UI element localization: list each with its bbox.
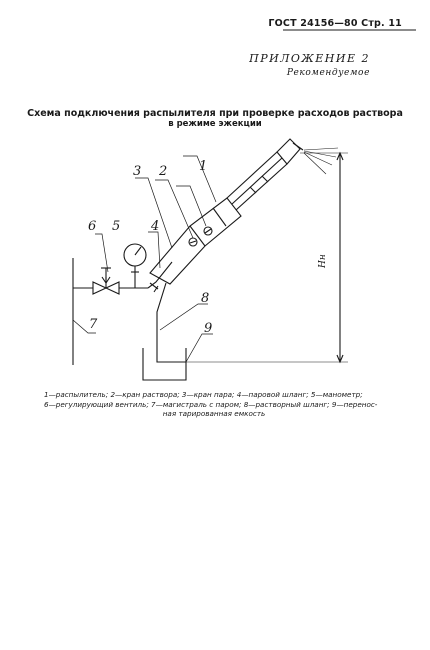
regulating-valve-right [106,282,119,294]
height-label: Hн [318,254,328,268]
callout-8: 8 [201,291,210,306]
sprayer-nozzle [277,139,300,164]
figure-caption [44,390,384,419]
callout-1: 1 [199,159,208,174]
calibrated-tank [143,348,186,380]
caption-line-2: 6—регулирующий вентиль; 7—магистраль с паром; 8—растворный шланг; 9—перенос- [44,399,378,409]
callout-3: 3 [133,164,142,179]
caption-line-3: ная тарированная емкость [162,409,266,419]
standard-header: ГОСТ 24156—80 Стр. 11 [268,18,402,29]
callout-4: 4 [151,219,160,234]
figure-title: Схема подключения распылителя при проверке расходов раствора [27,108,403,119]
callout-6: 6 [88,219,97,234]
regulating-valve-left [93,282,106,294]
callout-9: 9 [204,321,213,336]
figure-subtitle: в режиме эжекции [168,119,262,129]
appendix-title: ПРИЛОЖЕНИЕ 2 [249,52,370,65]
spray-cone [304,148,338,174]
callout-7: 7 [89,317,98,332]
appendix-subtitle: Рекомендуемое [286,68,370,78]
sprayer-lance [227,152,277,198]
caption-line-1: 1—распылитель; 2—кран раствора; 3—кран пара; 4—паровой шланг; 5—манометр; [44,390,363,399]
callout-2: 2 [159,164,168,179]
callout-5: 5 [112,219,121,234]
